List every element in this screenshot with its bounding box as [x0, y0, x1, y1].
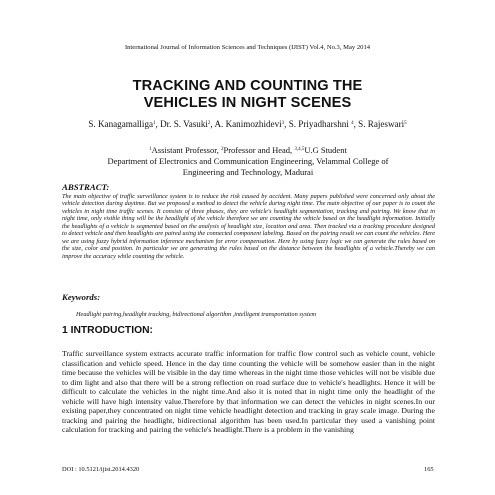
abstract-text: The main objective of traffic surveillance system is to reduce the risk caused by accident. Many papers published were concerned only about the vehicle detection during daytime. But we proposed a method to detect the vehicle during night time. The main objective of our paper is to count the vehicles in night time traffic scenes. It consists of three phases, they are vehicle's headlight segmentation, tracking and pairing. We know that in night time, only visible thing will be the headlight of the vehicle therefore we are counting the vehicle based on the headlight information. Initially the headlights of a vehicle is segmented based on the analysis of headlight size, location and area. Then tracked via a tracking procedure designed to detect vehicle and then headlights are paired using the connected component labeling. Based on the pairing result we can count the vehicles. Here we are using fuzzy hybrid information inference mechanism for error compensation. Here by using fuzzy logic we can generate the rules based on the size, color and position. In particular we are generating the rules based on the distance between the headlights of a vehicle.Thereby we can improve the accuracy while counting the vehicle. — [62, 193, 435, 260]
title-line-2: VEHICLES IN NIGHT SCENES — [143, 95, 352, 111]
affiliation-mark: 2 — [220, 147, 224, 152]
author-name: S. Kanagamalliga — [88, 119, 154, 129]
paper-title — [0, 78, 495, 112]
affiliation-mark: 3,4,5 — [294, 147, 305, 152]
affiliation-block — [52, 145, 444, 178]
author-affiliation-mark: 4 — [351, 121, 354, 126]
author-list — [60, 118, 435, 130]
footer-doi: DOI : 10.5121/ijist.2014.4320 — [62, 466, 140, 473]
affiliation-role: U.G Student — [304, 145, 347, 155]
affiliation-mark: 1 — [149, 147, 152, 152]
affiliation-role: Professor and Head, — [223, 145, 295, 155]
page-number: 165 — [424, 466, 434, 473]
author-affiliation-mark: 5 — [404, 121, 407, 126]
keywords-heading: Keywords: — [62, 292, 101, 302]
department-line-2: Engineering and Technology, Madurai — [182, 167, 314, 177]
affiliation-roles — [52, 145, 444, 156]
abstract-heading: ABSTRACT: — [62, 182, 110, 192]
journal-header: International Journal of Information Sciences and Techniques (IJIST) Vol.4, No.3, May 2014 — [124, 44, 371, 51]
keywords-text: Headlight pairing,headlight tracking, bidirectional algorithm ,intelligent transportation system — [76, 311, 317, 318]
introduction-text: Traffic surveillance system extracts accurate traffic information for traffic flow control such as vehicle count, vehicle classification and vehicle speed. Hence in the day time counting the vehicle will be somehow easier than in the night time because the vehicles will be visible in the day time whereas in the night time those vehicles will not be visible due to dim light and also that there will be a strong reflection on road surface due to vehicle's headlights. Hence it will be difficult to calculate the vehicles in the night time.And also it is noted that in night time only the headlight of the vehicle will have high intensity value.Therefore by that information we can detect the vehicles in night scenes.In our existing paper,they concentrated on night time vehicle headlight detection and tracking in gray scale image. During the tracking and pairing the headlight, bidirectional algorithm has been used.In particular they used a vanishing point calculation for tracking and pairing the vehicle's headlight.There is a problem in the vanishing — [62, 349, 435, 435]
author-name: , Dr. S. Vasuki — [155, 119, 208, 129]
author-affiliation-mark: 3 — [281, 121, 285, 126]
introduction-heading: 1 INTRODUCTION: — [62, 325, 153, 336]
author-name: , A. Kanimozhidevi — [210, 119, 282, 129]
affiliation-role: Assistant Professor, — [151, 145, 221, 155]
author-name: , S. Priyadharshni — [284, 119, 352, 129]
title-line-1: TRACKING AND COUNTING THE — [132, 78, 363, 94]
author-affiliation-mark: 2 — [207, 121, 211, 126]
department-line-1: Department of Electronics and Communication Engineering, Velammal College of — [107, 156, 389, 166]
author-name: , S. Rajeswari — [353, 119, 405, 129]
author-affiliation-mark: 1 — [153, 121, 156, 126]
